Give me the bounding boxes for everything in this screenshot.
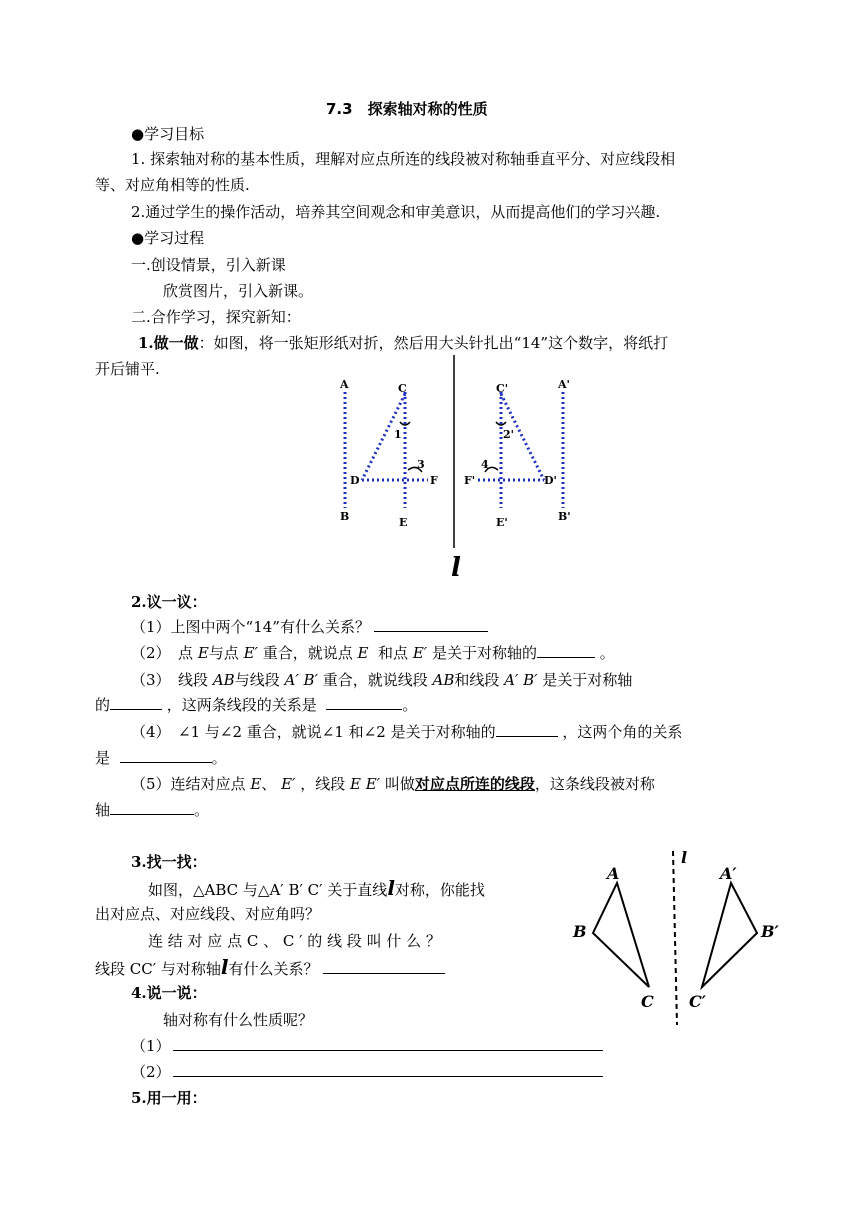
label-angle-1: 1 [394,428,402,441]
q4-part: ，这两个角的关系 [562,723,683,741]
discuss-q4 [131,722,682,742]
find-part: 如图，△ABC 与△A′ B′ C′ 关于直线 [148,881,388,899]
q4-part: 是 [95,749,111,767]
page-title: 7.3 探索轴对称的性质 [326,100,488,118]
find-line4 [95,957,445,979]
discuss-q4-line2 [95,748,227,768]
q2-part: 重合，就说点 [262,644,353,662]
q2-point-E: E [197,644,209,662]
q3-part: 和线段 [454,671,500,689]
find-label: 3.找一找： [131,853,207,871]
q2-part: 与点 [208,644,239,662]
label-angle-3: 3 [417,458,425,471]
label-B-prime: B' [558,510,571,523]
q5-part: 、 [261,775,277,793]
part1-title: 一.创设情景，引入新课 [131,256,286,274]
q3-part: 的 [95,696,111,714]
q5-part: ，这条线段被对称 [534,775,655,793]
figure-triangles [565,845,795,1030]
q3-blank-1[interactable] [110,695,162,710]
q2-point-E-prime: E′ [412,644,428,662]
tri-label-B-prime: B′ [761,922,779,941]
part2-title: 二.合作学习，探究新知： [131,308,301,326]
say-answer-line-1[interactable] [173,1050,603,1051]
q2-part: 和点 [378,644,409,662]
q5-key-term: 对应点所连的线段 [414,775,535,793]
q5-part: 轴 [95,801,111,819]
q2-end: 。 [599,644,615,662]
label-angle-4: 4 [481,458,489,471]
find-part: 线段 CC′ 与对称轴 [95,960,221,978]
label-D-prime: D' [544,474,557,487]
triangle-ABC [593,883,649,987]
find-line3: 连 结 对 应 点 C 、 C ′ 的 线 段 叫 什 么 ？ [148,932,441,950]
discuss-q3-line2 [95,695,417,715]
q3-part: 重合，就说线段 [322,671,428,689]
find-line1 [148,878,485,900]
do-text-line1: ：如图，将一张矩形纸对折，然后用大头针扎出“14”这个数字，将纸打 [198,334,669,352]
q1-blank[interactable] [374,617,488,632]
q2-point-E: E [357,644,369,662]
label-E-prime: E' [496,516,508,529]
objective-1-line2: 等、对应角相等的性质. [95,176,250,194]
q2-part: 是关于对称轴的 [431,644,537,662]
q2-point-E-prime: E′ [243,644,258,662]
q3-part: （3） 线段 [131,671,209,689]
label-C-prime: C' [496,382,509,395]
part1-text: 欣赏图片，引入新课。 [163,282,314,300]
discuss-q5-line2 [95,800,209,820]
q3-end: 。 [402,696,418,714]
say-question: 轴对称有什么性质呢？ [163,1011,314,1029]
say-answer-line-2[interactable] [173,1076,603,1077]
find-line2: 出对应点、对应线段、对应角吗？ [95,905,321,923]
q5-segment-EE-prime: E E′ [350,775,381,793]
label-axis-l: l [681,848,688,867]
q5-end: 。 [194,801,210,819]
tri-label-B: B [573,922,587,941]
q3-segment-AB: AB [212,671,235,689]
axis-l-inline: l [220,955,229,979]
discuss-q1 [131,617,488,637]
q3-segment-AB-prime: A′ B′ [504,671,538,689]
q4-blank-2[interactable] [120,748,212,763]
label-A: A [340,378,349,391]
discuss-q5 [131,774,655,794]
q5-point-E-prime: E′ [281,775,296,793]
tri-label-C: C [641,992,654,1011]
q5-blank[interactable] [110,800,194,815]
label-angle-2: 2' [503,428,515,441]
q3-part: ，这两条线段的关系是 [166,696,317,714]
q2-part: （2） 点 [131,644,194,662]
q5-part: ，线段 [300,775,346,793]
label-B: B [340,510,350,523]
discuss-q2 [131,643,615,663]
objective-2: 2.通过学生的操作活动，培养其空间观念和审美意识，从而提高他们的学习兴趣. [131,203,661,221]
q1-text: （1）上图中两个“14”有什么关系？ [131,618,370,636]
q3-segment-AB-prime: A′ B′ [284,671,318,689]
do-text-line2: 开后铺平. [95,360,160,378]
label-F: F [430,474,438,487]
tri-label-A-prime: A′ [720,864,737,883]
symmetry-axis-dashed [673,851,677,1025]
do-label: 1.做一做 [138,334,199,352]
q4-blank-1[interactable] [496,722,558,737]
q2-blank[interactable] [537,643,595,658]
q5-part: （5）连结对应点 [131,775,246,793]
find-part: 有什么关系？ [228,960,319,978]
find-part: 对称，你能找 [394,881,485,899]
label-E: E [399,516,408,529]
q3-blank-2[interactable] [326,695,402,710]
label-D: D [350,474,360,487]
q3-part: 与线段 [234,671,280,689]
find-blank[interactable] [323,959,445,974]
discuss-q3 [131,670,632,690]
objectives-heading: ●学习目标 [131,125,205,143]
q3-segment-AB: AB [432,671,455,689]
triangle-ABC-prime [702,883,757,987]
axis-label-l: l [451,553,461,583]
label-A-prime: A' [558,378,570,391]
say-item-1: （1） [131,1037,171,1055]
q3-part: 是关于对称轴 [542,671,633,689]
tri-label-C-prime: C′ [689,992,706,1011]
discuss-label: 2.议一议： [131,593,207,611]
objective-1-line1: 1. 探索轴对称的基本性质，理解对应点所连的线段被对称轴垂直平分、对应线段相 [131,150,676,168]
process-heading: ●学习过程 [131,229,205,247]
label-F-prime: F' [464,474,476,487]
q5-point-E: E [250,775,262,793]
use-label: 5.用一用： [131,1089,207,1107]
q4-end: 。 [211,749,227,767]
q4-part: （4） ∠1 与∠2 重合，就说∠1 和∠2 是关于对称轴的 [131,723,496,741]
say-label: 4.说一说： [131,984,207,1002]
tri-label-A: A [607,864,620,883]
say-item-2: （2） [131,1063,171,1081]
figure-14-folded [330,350,590,590]
q5-part: 叫做 [384,775,415,793]
label-C: C [398,382,407,395]
axis-l-inline: l [387,876,395,900]
